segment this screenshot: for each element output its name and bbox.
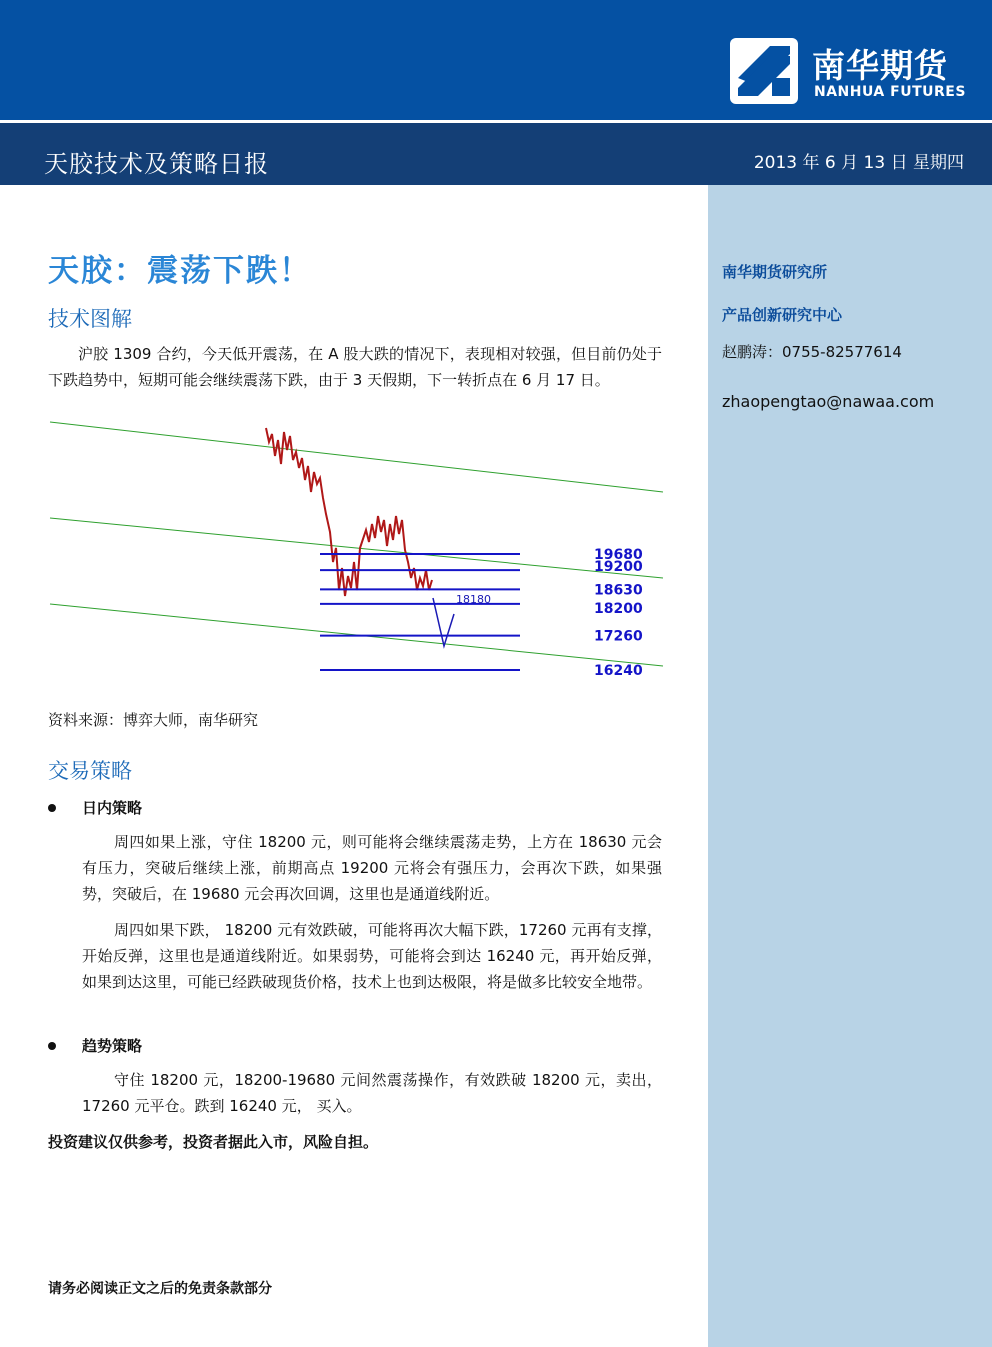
channel-upper-line [50, 422, 663, 492]
channel-middle-line [50, 518, 663, 578]
logo-text-en: NANHUA FUTURES [814, 84, 966, 100]
logo-text-cn: 南华期货 [812, 46, 948, 85]
intraday-paragraph-2: 周四如果下跌， 18200 元有效跌破，可能将再次大幅下跌，17260 元再有支撑，开始反弹，这里也是通道线附近。如果弱势，可能将会到达 16240 元，再开始反弹，如果到达这里，可能已经跌破现货价格，技术上也到达极限，将是做多比较安全地带。 [82, 921, 662, 991]
section-title-strategy: 交易策略 [48, 759, 132, 783]
bullet-intraday [48, 797, 348, 819]
sidebar-dept-research: 南华期货研究所 [722, 263, 828, 281]
level-label-17260: 17260 [594, 628, 643, 645]
headline: 天胶：震荡下跌！ [48, 253, 312, 289]
header-separator [0, 120, 992, 122]
intraday-paragraph-1: 周四如果上涨，守住 18200 元，则可能将会继续震荡走势，上方在 18630 元会有压力，突破后继续上涨，前期高点 19200 元将会有强压力，会再次下跌，如果强势，突破后，在 19680 元会再次回调，这里也是通道线附近。 [82, 833, 662, 903]
footer-note: 请务必阅读正文之后的免责条款部分 [48, 1281, 272, 1297]
sidebar-dept-innovation: 产品创新研究中心 [722, 306, 843, 324]
report-date: 2013 年 6 月 13 日 星期四 [753, 153, 964, 173]
bullet-trend [48, 1035, 348, 1057]
bullet-dot-icon [48, 1042, 56, 1050]
bullet-trend-label: 趋势策略 [82, 1037, 143, 1055]
company-logo [730, 38, 970, 104]
logo-mark-icon [730, 38, 798, 104]
tech-paragraph: 沪胶 1309 合约，今天低开震荡，在 A 股大跌的情况下，表现相对较强，但目前仍处于下跌趋势中，短期可能会继续震荡下跌，由于 3 天假期，下一转折点在 6 月 17 日。 [48, 345, 662, 389]
report-title: 天胶技术及策略日报 [44, 150, 269, 178]
sidebar-contact-email[interactable]: zhaopengtao@nawaa.com [722, 392, 935, 411]
sidebar [708, 185, 992, 1347]
trend-paragraph: 守住 18200 元，18200-19680 元间然震荡操作，有效跌破 18200 元，卖出，17260 元平仓。跌到 16240 元， 买入。 [82, 1071, 662, 1115]
bullet-intraday-label: 日内策略 [82, 799, 143, 817]
projected-path [433, 598, 454, 646]
chart-annotation-18180: 18180 [456, 593, 491, 606]
level-label-18630: 18630 [594, 582, 643, 599]
section-title-tech: 技术图解 [48, 307, 132, 331]
sidebar-contact-phone: 赵鹏涛：0755-82577614 [722, 343, 902, 361]
level-label-19680: 19680 [594, 547, 643, 563]
level-label-18200: 18200 [594, 600, 643, 617]
disclaimer: 投资建议仅供参考，投资者据此入市，风险自担。 [48, 1133, 379, 1151]
bullet-dot-icon [48, 804, 56, 812]
price-chart [48, 420, 668, 685]
chart-source: 资料来源：博弈大师，南华研究 [48, 711, 259, 729]
level-label-16240: 16240 [594, 663, 643, 679]
level-label-19200: 19200 [594, 559, 643, 576]
